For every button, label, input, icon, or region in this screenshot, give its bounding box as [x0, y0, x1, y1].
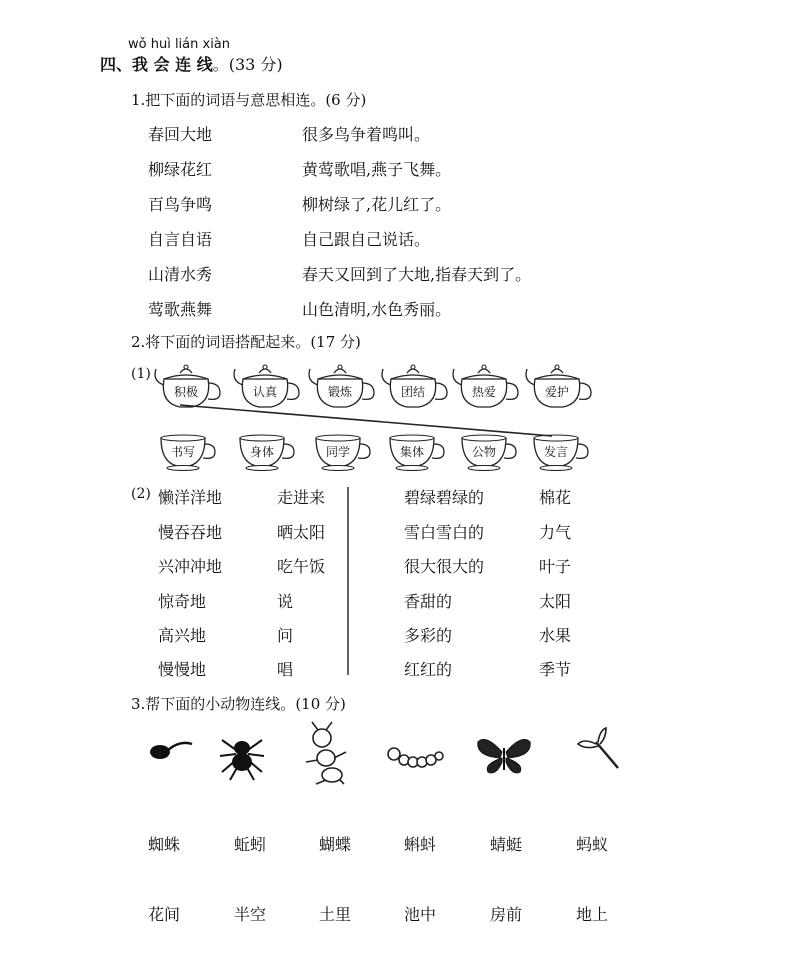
- noun-item: 水果: [539, 626, 572, 645]
- noun-item: 太阳: [539, 592, 572, 611]
- place-name: 半空: [234, 905, 267, 924]
- animal-name: 蜘蛛: [148, 835, 181, 854]
- teapot-label: 爱护: [544, 385, 569, 399]
- verb-item: 唱: [277, 660, 294, 679]
- adverb-item: 慢慢地: [158, 660, 207, 679]
- noun-item: 叶子: [539, 557, 572, 576]
- verb-item: 说: [277, 592, 294, 611]
- q1-meaning: 黄莺歌唱,燕子飞舞。: [302, 160, 452, 179]
- cup-label: 书写: [170, 445, 195, 459]
- cup-label: 集体: [399, 445, 424, 459]
- noun-item: 棉花: [539, 488, 572, 507]
- q1-word: 百鸟争鸣: [148, 195, 213, 214]
- adverb-item: 高兴地: [158, 626, 207, 645]
- verb-item: 走进来: [277, 488, 326, 507]
- q1-word: 春回大地: [148, 125, 213, 144]
- adjective-item: 很大很大的: [404, 557, 485, 576]
- place-name: 池中: [404, 905, 437, 924]
- q1-meaning: 自己跟自己说话。: [302, 230, 431, 249]
- spider-icon: [220, 740, 264, 780]
- verb-item: 晒太阳: [277, 523, 326, 542]
- q1-word: 柳绿花红: [148, 160, 213, 179]
- q1-word: 山清水秀: [148, 265, 213, 284]
- example-connection-line: [180, 405, 552, 436]
- place-name: 土里: [319, 905, 352, 924]
- q1-meaning: 山色清明,水色秀丽。: [302, 300, 452, 319]
- q1-meaning: 春天又回到了大地,指春天到了。: [302, 265, 532, 284]
- verb-item: 问: [277, 626, 294, 645]
- adverb-item: 惊奇地: [158, 592, 207, 611]
- teapot-label: 积极: [173, 385, 198, 399]
- earthworm-icon: [388, 748, 443, 767]
- adjective-item: 碧绿碧绿的: [404, 488, 485, 507]
- teapot-label: 认真: [252, 385, 277, 399]
- section-score: 。(33 分): [212, 55, 283, 74]
- cup-label: 身体: [249, 445, 274, 459]
- teapot-label: 团结: [400, 385, 425, 399]
- dragonfly-icon: [578, 728, 618, 768]
- animal-name: 蜻蜓: [490, 835, 523, 854]
- adverb-item: 兴冲冲地: [158, 557, 223, 576]
- cup-label: 公物: [471, 445, 496, 459]
- teapot-label: 热爱: [471, 385, 496, 399]
- noun-item: 季节: [539, 660, 572, 679]
- adjective-item: 雪白雪白的: [404, 523, 485, 542]
- cup-label: 发言: [543, 445, 568, 459]
- place-name: 地上: [576, 905, 609, 924]
- place-name: 花间: [148, 905, 181, 924]
- q2-part2-label: (2): [131, 486, 151, 502]
- q1-title: 1.把下面的词语与意思相连。(6 分): [131, 91, 367, 109]
- teapot-label: 锻炼: [327, 385, 352, 399]
- animal-name: 蝴蝶: [319, 835, 352, 854]
- section-title-text: 四、我 会 连 线: [100, 55, 213, 74]
- adjective-item: 红红的: [404, 660, 453, 679]
- tadpole-icon: [150, 743, 192, 759]
- place-name: 房前: [490, 905, 523, 924]
- q1-meaning: 柳树绿了,花儿红了。: [302, 195, 452, 214]
- q1-word: 自言自语: [148, 230, 213, 249]
- cup-label: 同学: [325, 445, 350, 459]
- section-pinyin: wǒ huì lián xiàn: [128, 37, 231, 52]
- animal-name: 蚯蚓: [234, 835, 267, 854]
- q2-title: 2.将下面的词语搭配起来。(17 分): [131, 333, 361, 351]
- q2-part1-label: (1): [131, 366, 151, 382]
- butterfly-icon: [478, 740, 530, 773]
- ant-icon: [306, 722, 346, 784]
- animal-name: 蝌蚪: [404, 835, 437, 854]
- q1-word: 莺歌燕舞: [148, 300, 213, 319]
- noun-item: 力气: [539, 523, 572, 542]
- adverb-item: 懒洋洋地: [158, 488, 223, 507]
- verb-item: 吃午饭: [277, 557, 326, 576]
- adverb-item: 慢吞吞地: [158, 523, 223, 542]
- q3-title: 3.帮下面的小动物连线。(10 分): [131, 695, 346, 713]
- animal-name: 蚂蚁: [576, 835, 609, 854]
- adjective-item: 多彩的: [404, 626, 453, 645]
- adjective-item: 香甜的: [404, 592, 453, 611]
- q1-meaning: 很多鸟争着鸣叫。: [302, 125, 431, 144]
